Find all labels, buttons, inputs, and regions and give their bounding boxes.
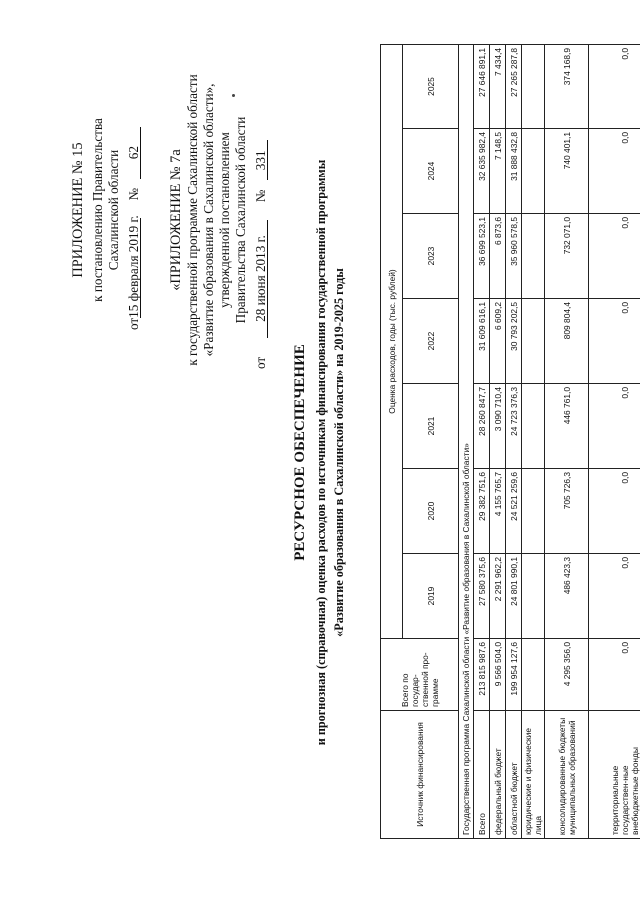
prior-appendix-from-label: от bbox=[253, 356, 268, 369]
row-total: 213 815 987,6 bbox=[474, 639, 490, 711]
cell-value: 0,0 bbox=[589, 554, 640, 639]
header-year: 2021 bbox=[403, 384, 459, 469]
prior-appendix-date-line bbox=[253, 49, 270, 369]
appendix-line-1: к постановлению Правительства bbox=[90, 118, 105, 302]
row-label: федеральный бюджет bbox=[490, 711, 506, 839]
row-label: юридические и физические лица bbox=[522, 711, 545, 839]
header-source: Источник финансирования bbox=[381, 711, 459, 839]
cell-value: 28 260 847,7 bbox=[474, 384, 490, 469]
cell-value: 24 801 990,1 bbox=[506, 554, 522, 639]
row-label: областной бюджет bbox=[506, 711, 522, 839]
prior-appendix-number: 331 bbox=[254, 140, 268, 180]
cell-value: 27 646 891,1 bbox=[474, 44, 490, 128]
cell-value: 31 888 432,8 bbox=[506, 129, 522, 214]
appendix-line-2: Сахалинской области bbox=[106, 149, 121, 271]
row-total: 199 954 127,6 bbox=[506, 639, 522, 711]
cell-value: 3 090 710,4 bbox=[490, 384, 506, 469]
cell-value: 24 723 376,3 bbox=[506, 384, 522, 469]
row-label: территориальные государствен-ные внебюджетные фонды bbox=[589, 711, 640, 839]
prior-appendix-line-3: утвержденной постановлением bbox=[217, 132, 232, 308]
header-year: 2022 bbox=[403, 299, 459, 384]
cell-value: 27 580 375,6 bbox=[474, 554, 490, 639]
prior-appendix-line-4: Правительства Сахалинской области bbox=[233, 116, 248, 324]
cell-value: 374 168,9 bbox=[545, 44, 589, 128]
appendix-title: ПРИЛОЖЕНИЕ № 15 bbox=[70, 142, 86, 278]
header-year: 2025 bbox=[403, 44, 459, 128]
cell-value bbox=[522, 384, 545, 469]
cell-value bbox=[522, 214, 545, 299]
table-row bbox=[506, 44, 522, 838]
cell-value: 0,0 bbox=[589, 44, 640, 128]
cell-value: 705 726,3 bbox=[545, 469, 589, 554]
cell-value: 0,0 bbox=[589, 384, 640, 469]
cell-value: 6 873,6 bbox=[490, 214, 506, 299]
cell-value: 32 635 982,4 bbox=[474, 129, 490, 214]
cell-value: 4 155 765,7 bbox=[490, 469, 506, 554]
row-total: 9 566 504,0 bbox=[490, 639, 506, 711]
heading-line-2: и прогнозная (справочная) оценка расходов по источникам финансирования государственной программы bbox=[314, 159, 328, 746]
header-total: Всего по государ-ственной про-грамме bbox=[381, 639, 459, 711]
cell-value: 2 291 962,2 bbox=[490, 554, 506, 639]
appendix-date-line bbox=[126, 70, 143, 330]
table-row bbox=[490, 44, 506, 838]
row-total: 0,0 bbox=[589, 639, 640, 711]
prior-appendix-date: 28 июня 2013 г. bbox=[254, 220, 268, 338]
cell-value bbox=[522, 469, 545, 554]
appendix-number: 62 bbox=[127, 127, 141, 179]
cell-value: 7 148,5 bbox=[490, 129, 506, 214]
cell-value: 0,0 bbox=[589, 214, 640, 299]
header-year: 2020 bbox=[403, 469, 459, 554]
cell-value: 35 960 578,5 bbox=[506, 214, 522, 299]
cell-value: 809 804,4 bbox=[545, 299, 589, 384]
cell-value: 31 609 616,1 bbox=[474, 299, 490, 384]
prior-appendix-line-2: «Развитие образования в Сахалинской области», bbox=[201, 83, 216, 357]
header-year: 2024 bbox=[403, 129, 459, 214]
cell-value: 732 071,0 bbox=[545, 214, 589, 299]
cell-value bbox=[522, 129, 545, 214]
cell-value: 0,0 bbox=[589, 129, 640, 214]
appendix-from-label: от bbox=[126, 317, 141, 330]
cell-value bbox=[522, 554, 545, 639]
appendix-date: 15 февраля 2019 г. bbox=[126, 215, 141, 318]
heading-line-3: «Развитие образования в Сахалинской области» на 2019-2025 годы bbox=[332, 268, 346, 637]
header-year: 2019 bbox=[403, 554, 459, 639]
cell-value: 24 521 259,6 bbox=[506, 469, 522, 554]
cell-value: 0,0 bbox=[589, 469, 640, 554]
header-years-group: Оценка расходов, годы (тыс. рублей) bbox=[381, 44, 403, 638]
appendix-no-label: № bbox=[126, 187, 141, 201]
row-total: 4 295 356,0 bbox=[545, 639, 589, 711]
prior-appendix-title: «ПРИЛОЖЕНИЕ № 7а bbox=[168, 149, 184, 291]
table-row bbox=[474, 44, 490, 838]
cell-value: 7 434,4 bbox=[490, 44, 506, 128]
cell-value bbox=[522, 299, 545, 384]
cell-value: 0,0 bbox=[589, 299, 640, 384]
prior-appendix-line-1: к государственной программе Сахалинской области bbox=[185, 74, 200, 366]
row-label: консолидированные бюджеты муниципальных образований bbox=[545, 711, 589, 839]
prior-appendix-no-label: № bbox=[253, 189, 268, 203]
cell-value: 27 265 287,8 bbox=[506, 44, 522, 128]
table-row bbox=[589, 44, 640, 838]
cell-value bbox=[522, 44, 545, 128]
cell-value: 740 401,1 bbox=[545, 129, 589, 214]
header-year: 2023 bbox=[403, 214, 459, 299]
heading-line-1: РЕСУРСНОЕ ОБЕСПЕЧЕНИЕ bbox=[292, 344, 308, 561]
table-row bbox=[522, 44, 545, 838]
row-total bbox=[522, 639, 545, 711]
cell-value: 29 382 751,6 bbox=[474, 469, 490, 554]
cell-value: 446 761,0 bbox=[545, 384, 589, 469]
program-row: Государственная программа Сахалинской области «Развитие образования в Сахалинской области» bbox=[459, 44, 474, 838]
resource-table bbox=[380, 44, 640, 839]
scan-speck bbox=[232, 94, 235, 97]
table-row bbox=[545, 44, 589, 838]
row-label: Всего bbox=[474, 711, 490, 839]
cell-value: 30 793 202,5 bbox=[506, 299, 522, 384]
cell-value: 486 423,3 bbox=[545, 554, 589, 639]
cell-value: 6 609,2 bbox=[490, 299, 506, 384]
cell-value: 36 699 523,1 bbox=[474, 214, 490, 299]
